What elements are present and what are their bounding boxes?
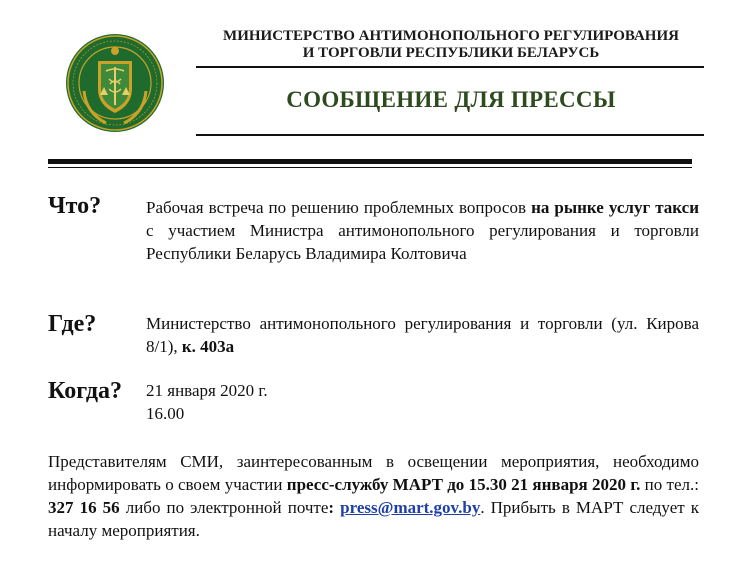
note-text-2: по тел.:: [640, 475, 699, 494]
note-colon: :: [328, 498, 335, 517]
what-text: [146, 196, 699, 265]
where-text-bold: к. 403а: [181, 337, 235, 356]
note-text-3: либо по электронной почте: [119, 498, 329, 517]
ministry-name-line-2: И ТОРГОВЛИ РЕСПУБЛИКИ БЕЛАРУСЬ: [302, 45, 600, 61]
ministry-emblem: [64, 31, 166, 136]
email-link[interactable]: press@mart.gov.by: [340, 498, 481, 517]
header-divider-bottom: [196, 134, 704, 136]
what-label: Что?: [48, 193, 102, 219]
event-time: 16.00: [146, 404, 185, 423]
when-text: [146, 379, 699, 425]
section-divider-thick: [48, 159, 692, 164]
what-text-1: Рабочая встреча по решению проблемных вопросов: [146, 198, 532, 217]
ministry-name: [196, 28, 706, 62]
event-date: 21 января 2020 г.: [146, 381, 268, 400]
note-text-4: . Прибыть в МАРТ следует к началу мероприятия.: [48, 498, 700, 540]
section-divider-thin: [48, 167, 692, 168]
ministry-name-line-1: МИНИСТЕРСТВО АНТИМОНОПОЛЬНОГО РЕГУЛИРОВАНИЯ: [223, 28, 679, 44]
where-text: [146, 312, 699, 358]
media-note: [48, 450, 699, 542]
note-phone: 327 16 56: [48, 498, 120, 517]
what-text-bold: на рынке услуг такси: [531, 198, 699, 217]
where-label: Где?: [48, 311, 97, 337]
where-text-1: Министерство антимонопольного регулирования и торговли (ул. Кирова 8/1),: [146, 314, 699, 356]
when-label: Когда?: [48, 378, 123, 404]
header-divider-top: [196, 66, 704, 68]
page-title: СООБЩЕНИЕ ДЛЯ ПРЕССЫ: [286, 87, 616, 112]
what-text-2: с участием Министра антимонопольного регулирования и торговли Республики Беларусь Владимира Колтовича: [146, 221, 699, 263]
note-bold-1: пресс-службу МАРТ до 15.30 21 января 2020 г.: [286, 475, 641, 494]
note-text-1: Представителям СМИ, заинтересованным в освещении мероприятия, необходимо информировать о своем участии: [48, 452, 699, 494]
